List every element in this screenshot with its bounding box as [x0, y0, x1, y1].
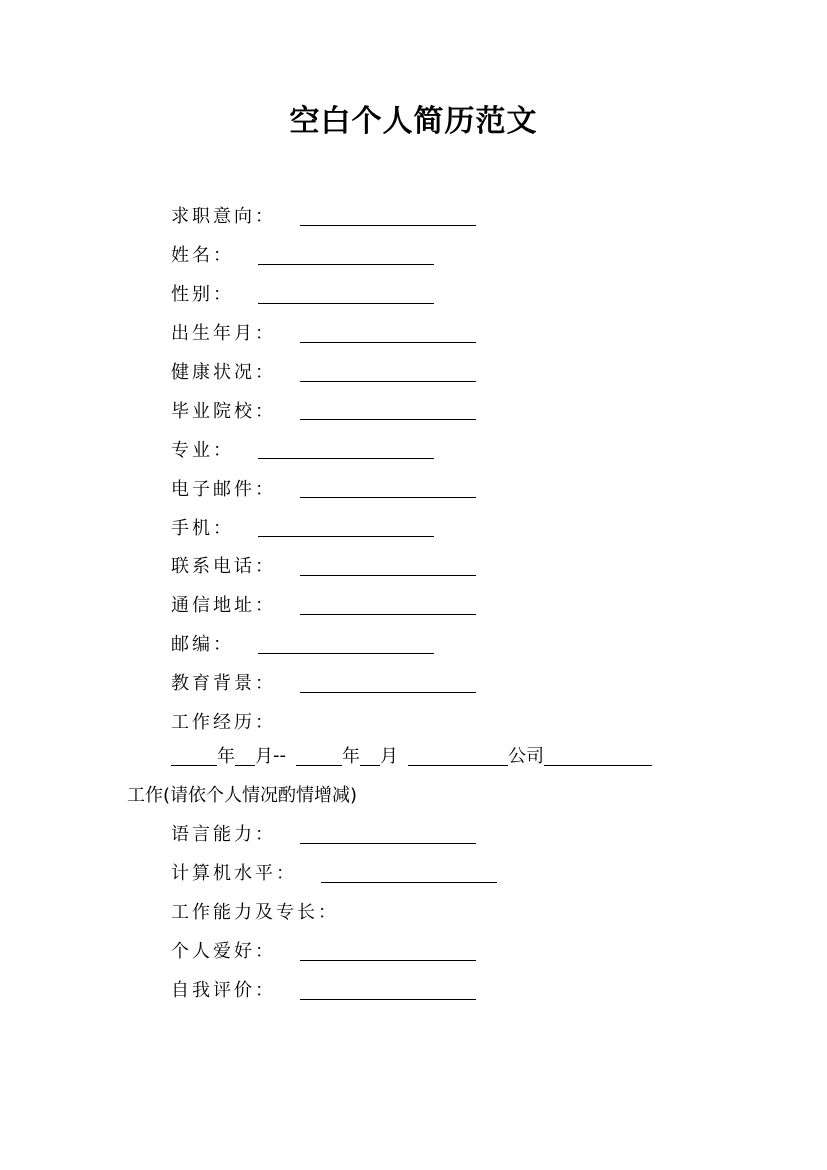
fill-in-blank[interactable]: [300, 594, 476, 615]
fill-in-blank[interactable]: [300, 940, 476, 961]
fill-in-blank[interactable]: [300, 477, 476, 498]
field-label: 联系电话：: [171, 556, 276, 578]
fill-in-blank[interactable]: [258, 516, 434, 537]
field-computer: [171, 853, 771, 892]
date-separator: --: [273, 744, 286, 766]
fill-in-blank[interactable]: [300, 823, 476, 844]
field-label: 姓名：: [171, 245, 234, 267]
field-label: 求职意向：: [171, 206, 276, 228]
month-label-2: 月: [380, 746, 398, 768]
resume-fields-bottom: [171, 814, 771, 1008]
fill-in-blank[interactable]: [300, 322, 476, 343]
fill-in-blank[interactable]: [300, 399, 476, 420]
fill-in-blank[interactable]: [300, 555, 476, 576]
field-school: [171, 390, 771, 429]
field-gender: [171, 274, 771, 313]
fill-in-blank[interactable]: [258, 244, 434, 265]
field-label: 性别：: [171, 284, 234, 306]
field-major: [171, 429, 771, 468]
field-birth: [171, 313, 771, 352]
field-email: [171, 468, 771, 507]
end-month-blank[interactable]: [360, 745, 380, 766]
fill-in-blank[interactable]: [321, 862, 497, 883]
start-month-blank[interactable]: [235, 745, 255, 766]
field-label: 专业：: [171, 439, 234, 461]
field-postcode: [171, 624, 771, 663]
field-label: 邮编：: [171, 634, 234, 656]
field-hobbies: [171, 931, 771, 970]
field-label: 自我评价：: [171, 980, 276, 1001]
field-label: 出生年月：: [171, 323, 276, 345]
field-label: 计算机水平：: [171, 863, 297, 885]
field-label: 语言能力：: [171, 824, 276, 846]
field-phone: [171, 546, 771, 585]
fill-in-blank[interactable]: [300, 979, 476, 1000]
year-label: 年: [217, 746, 235, 768]
position-blank[interactable]: [544, 745, 652, 766]
resume-fields-top: [171, 196, 771, 740]
field-address: [171, 585, 771, 624]
field-label: 毕业院校：: [171, 400, 276, 422]
fill-in-blank[interactable]: [300, 205, 476, 226]
company-blank[interactable]: [408, 745, 508, 766]
month-label: 月: [255, 746, 273, 768]
fill-in-blank[interactable]: [258, 633, 434, 654]
field-name: [171, 235, 771, 274]
field-label: 工作经历：: [171, 712, 276, 734]
field-label: 教育背景：: [171, 673, 276, 695]
field-label: 个人爱好：: [171, 941, 276, 963]
field-skills: [171, 892, 771, 931]
field-language: [171, 814, 771, 853]
field-job-intention: [171, 196, 771, 235]
field-label: 工作能力及专长：: [171, 902, 339, 924]
end-year-blank[interactable]: [296, 745, 342, 766]
field-education: [171, 663, 771, 702]
field-mobile: [171, 507, 771, 546]
fill-in-blank[interactable]: [300, 672, 476, 693]
field-label: 电子邮件：: [171, 478, 276, 500]
field-work-experience: [171, 702, 771, 741]
field-self-evaluation: [171, 970, 771, 1009]
company-label: 公司: [508, 746, 544, 768]
work-note: 工作(请依个人情况酌情增减): [127, 785, 358, 807]
field-label: 手机：: [171, 517, 234, 539]
fill-in-blank[interactable]: [258, 438, 434, 459]
fill-in-blank[interactable]: [300, 361, 476, 382]
page-title: 空白个人简历范文: [289, 104, 538, 139]
field-label: 健康状况：: [171, 362, 276, 383]
year-label-2: 年: [342, 746, 360, 768]
work-experience-line: [171, 736, 652, 775]
field-label: 通信地址：: [171, 595, 276, 617]
field-health: [171, 352, 771, 391]
fill-in-blank[interactable]: [258, 283, 434, 304]
start-year-blank[interactable]: [171, 745, 217, 766]
